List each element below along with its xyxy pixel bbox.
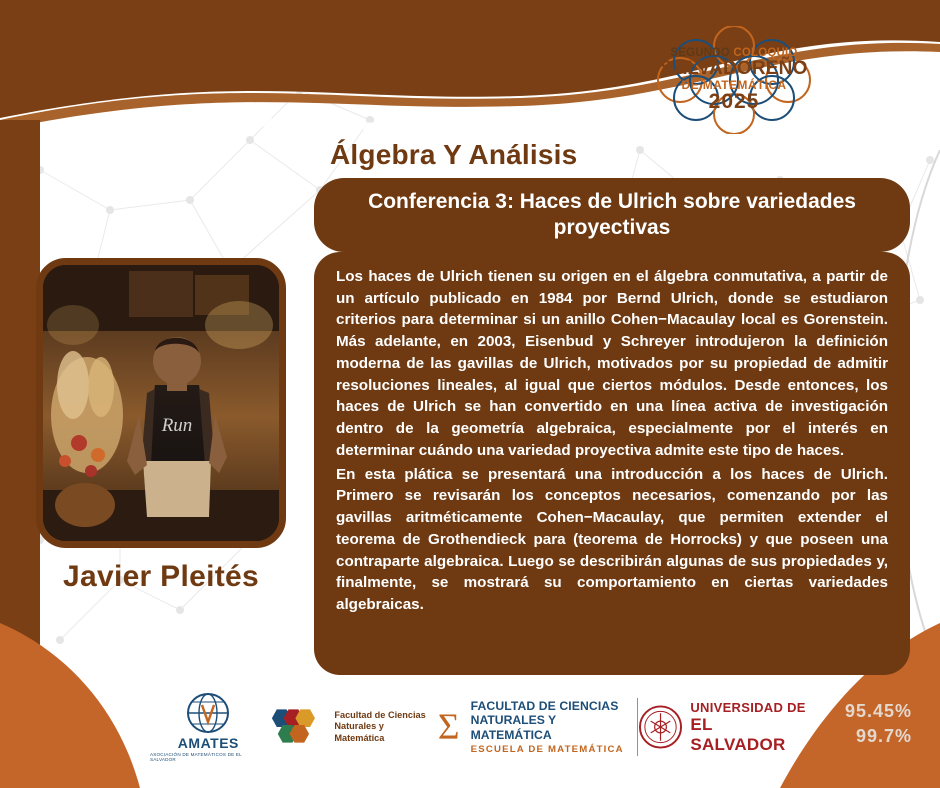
speaker-name: Javier Pleités — [62, 560, 259, 593]
fcnm-line2: Naturales y Matemática — [334, 721, 385, 743]
ues-line1: UNIVERSIDAD DE — [690, 699, 806, 715]
escuela-line2: NATURALES Y MATEMÁTICA — [470, 713, 556, 742]
abstract-panel — [314, 252, 910, 675]
area-title: Álgebra Y Análisis — [330, 139, 578, 170]
background-number-2: 99.7% — [855, 725, 912, 746]
congress-logo — [650, 26, 818, 134]
background-number-1: 95.45% — [844, 701, 912, 722]
abstract-paragraph-2: En esta plática se presentará una introducción a los haces de Ulrich. Primero se revisarán los conceptos necesarios, comenzando por las gavillas aritméticamente Cohen−Macaulay, que permiten extender el teorema de Grothendieck para (teorema de Horrocks) y que poseen una contraparte algebraica. Luego se describirán algunas de sus propiedades y, finalmente, se mostrará su comportamiento en ciertas variedades algebraicas. — [336, 465, 888, 614]
congress-logo-line2: SALVADOREÑO — [660, 58, 808, 80]
escuela-matematica-logo — [434, 699, 636, 756]
escuela-line3: ESCUELA DE MATEMÁTICA — [470, 744, 624, 756]
ues-seal-icon — [638, 701, 683, 753]
ues-line2: EL SALVADOR — [690, 714, 786, 754]
talk-title-banner — [314, 178, 910, 252]
amates-title: AMATES — [177, 735, 239, 751]
amates-subtitle: ASOCIACIÓN DE MATEMÁTICOS DE EL SALVADOR — [150, 752, 242, 762]
fcnm-text — [334, 710, 434, 745]
speaker-photo-image — [43, 265, 279, 541]
escuela-text — [471, 699, 637, 756]
congress-logo-line1-a: SEGUNDO — [670, 46, 734, 59]
speaker-photo — [36, 258, 286, 548]
congress-logo-line4: 2025 — [708, 89, 760, 113]
svg-text:Run: Run — [161, 415, 193, 436]
talk-title: Conferencia 3: Haces de Ulrich sobre variedades proyectivas — [368, 189, 856, 239]
amates-mark-icon — [178, 692, 238, 734]
ues-logo — [638, 700, 810, 755]
escuela-line1: FACULTAD DE CIENCIAS — [470, 698, 619, 713]
svg-text:Σ: Σ — [438, 706, 460, 747]
fcnm-mark-icon — [267, 705, 328, 749]
congress-logo-line3: DE MATEMÁTICA — [681, 77, 787, 92]
abstract-paragraph-1: Los haces de Ulrich tienen su origen en el álgebra conmutativa, a partir de un artículo publicado en 1984 por Bernd Ulrich, donde se estudiaron criterios para determinar si un anillo Cohen−Macaulay local es Gorenstein. Más adelante, en 2003, Eisenbud y Schreyer introdujeron la definición moderna de las gavillas de Ulrich, motivados por su propiedad de admitir resoluciones lineales, al igual que ciertos módulos. Desde entonces, los haces de Ulrich se han convertido en una línea activa de investigación dentro de la geometría algebraica, especialmente por el interés en determinar cuándo una variedad proyectiva admite este tipo de haces. — [336, 268, 888, 459]
amates-logo — [150, 692, 267, 762]
ues-text — [690, 700, 810, 755]
congress-logo-line1-b: COLOQUIO — [733, 46, 798, 59]
sigma-icon — [434, 707, 463, 747]
fcnm-line1: Facultad de Ciencias — [334, 709, 426, 720]
background-numbers — [845, 699, 912, 748]
footer-logo-strip — [150, 684, 810, 770]
fcnm-logo — [267, 705, 435, 749]
left-brown-column — [0, 120, 40, 680]
